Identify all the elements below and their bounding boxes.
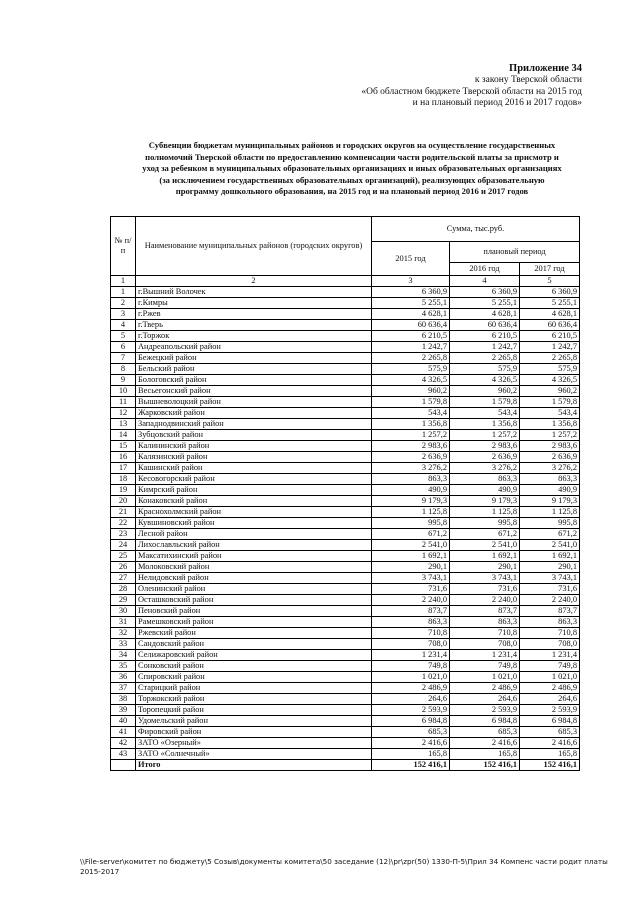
row-value-2017: 863,3 xyxy=(520,617,580,628)
row-value-2017: 543,4 xyxy=(520,408,580,419)
row-value-2017: 873,7 xyxy=(520,606,580,617)
row-name: Оленинский район xyxy=(136,584,372,595)
row-value-2016: 60 636,4 xyxy=(450,320,520,331)
row-value-2015: 1 356,8 xyxy=(372,419,450,430)
row-value-2017: 264,6 xyxy=(520,694,580,705)
row-name: Бологовский район xyxy=(136,375,372,386)
table-row xyxy=(111,386,580,397)
row-value-2016: 3 276,2 xyxy=(450,463,520,474)
row-value-2017: 2 541,0 xyxy=(520,540,580,551)
row-value-2015: 2 265,8 xyxy=(372,353,450,364)
row-name: г.Ржев xyxy=(136,309,372,320)
col-index-2: 2 xyxy=(136,276,372,287)
row-value-2015: 1 231,4 xyxy=(372,650,450,661)
row-value-2017: 1 231,4 xyxy=(520,650,580,661)
row-value-2016: 1 579,8 xyxy=(450,397,520,408)
row-number: 31 xyxy=(111,617,136,628)
row-value-2015: 2 541,0 xyxy=(372,540,450,551)
row-number: 26 xyxy=(111,562,136,573)
row-value-2016: 1 692,1 xyxy=(450,551,520,562)
row-value-2017: 1 021,0 xyxy=(520,672,580,683)
table-row xyxy=(111,749,580,760)
row-value-2016: 2 983,6 xyxy=(450,441,520,452)
row-value-2015: 1 692,1 xyxy=(372,551,450,562)
table-row xyxy=(111,375,580,386)
row-value-2015: 1 242,7 xyxy=(372,342,450,353)
row-value-2016: 2 541,0 xyxy=(450,540,520,551)
table-row xyxy=(111,562,580,573)
table-row xyxy=(111,617,580,628)
row-value-2015: 708,0 xyxy=(372,639,450,650)
table-row xyxy=(111,672,580,683)
row-number: 23 xyxy=(111,529,136,540)
row-name: Калининский район xyxy=(136,441,372,452)
row-value-2016: 2 240,0 xyxy=(450,595,520,606)
col-header-2016: 2016 год xyxy=(450,263,520,276)
row-value-2017: 2 416,6 xyxy=(520,738,580,749)
appendix-line-3: и на плановый период 2016 и 2017 годов» xyxy=(412,98,582,109)
table-row xyxy=(111,342,580,353)
table-row xyxy=(111,485,580,496)
table-body xyxy=(111,287,580,771)
row-value-2016: 6 210,5 xyxy=(450,331,520,342)
row-name: Молоковский район xyxy=(136,562,372,573)
row-name: Лихославльский район xyxy=(136,540,372,551)
row-value-2017: 1 125,8 xyxy=(520,507,580,518)
row-value-2016: 2 486,9 xyxy=(450,683,520,694)
table-row xyxy=(111,287,580,298)
row-value-2017: 290,1 xyxy=(520,562,580,573)
row-number: 33 xyxy=(111,639,136,650)
row-name: Бежецкий район xyxy=(136,353,372,364)
row-value-2016: 1 021,0 xyxy=(450,672,520,683)
row-number: 16 xyxy=(111,452,136,463)
row-value-2016: 873,7 xyxy=(450,606,520,617)
total-value-2016: 152 416,1 xyxy=(450,760,520,771)
row-name: Максатихинский район xyxy=(136,551,372,562)
row-name: г.Торжок xyxy=(136,331,372,342)
row-number: 1 xyxy=(111,287,136,298)
table-row xyxy=(111,452,580,463)
row-value-2015: 995,8 xyxy=(372,518,450,529)
table-row xyxy=(111,727,580,738)
row-value-2017: 60 636,4 xyxy=(520,320,580,331)
row-number: 22 xyxy=(111,518,136,529)
row-value-2017: 2 983,6 xyxy=(520,441,580,452)
row-value-2016: 960,2 xyxy=(450,386,520,397)
row-value-2015: 749,8 xyxy=(372,661,450,672)
col-index-3: 3 xyxy=(372,276,450,287)
row-number: 29 xyxy=(111,595,136,606)
row-name: Кашинский район xyxy=(136,463,372,474)
row-value-2017: 1 356,8 xyxy=(520,419,580,430)
row-value-2015: 863,3 xyxy=(372,617,450,628)
row-name: Зубцовский район xyxy=(136,430,372,441)
row-value-2015: 685,3 xyxy=(372,727,450,738)
row-value-2016: 6 984,8 xyxy=(450,716,520,727)
row-value-2017: 863,3 xyxy=(520,474,580,485)
row-number: 25 xyxy=(111,551,136,562)
row-value-2015: 1 257,2 xyxy=(372,430,450,441)
row-number: 12 xyxy=(111,408,136,419)
row-name: г.Вышний Волочек xyxy=(136,287,372,298)
row-name: Спировский район xyxy=(136,672,372,683)
table-row xyxy=(111,463,580,474)
row-number: 21 xyxy=(111,507,136,518)
table-row xyxy=(111,320,580,331)
row-value-2017: 960,2 xyxy=(520,386,580,397)
row-value-2015: 731,6 xyxy=(372,584,450,595)
row-number: 10 xyxy=(111,386,136,397)
row-name: Вышневолоцкий район xyxy=(136,397,372,408)
row-value-2016: 995,8 xyxy=(450,518,520,529)
row-name: Весьегонский район xyxy=(136,386,372,397)
row-name: Торопецкий район xyxy=(136,705,372,716)
table-row xyxy=(111,408,580,419)
row-name: Бельский район xyxy=(136,364,372,375)
table-row xyxy=(111,573,580,584)
row-number: 8 xyxy=(111,364,136,375)
col-header-name: Наименование муниципальных районов (городских округов) xyxy=(136,217,372,276)
row-number: 17 xyxy=(111,463,136,474)
appendix-line-2: «Об областном бюджете Тверской области на 2015 год xyxy=(361,86,582,97)
table-row xyxy=(111,584,580,595)
row-value-2015: 710,8 xyxy=(372,628,450,639)
row-number: 19 xyxy=(111,485,136,496)
row-value-2015: 863,3 xyxy=(372,474,450,485)
row-value-2016: 749,8 xyxy=(450,661,520,672)
footer-path-line-2: 2015-2017 xyxy=(80,867,120,876)
row-value-2017: 1 579,8 xyxy=(520,397,580,408)
row-name: Кувшиновский район xyxy=(136,518,372,529)
row-name: Старицкий район xyxy=(136,683,372,694)
table-row xyxy=(111,683,580,694)
row-value-2016: 2 416,6 xyxy=(450,738,520,749)
table-row xyxy=(111,694,580,705)
row-value-2015: 3 743,1 xyxy=(372,573,450,584)
subsidy-table xyxy=(110,216,580,771)
row-value-2016: 1 356,8 xyxy=(450,419,520,430)
row-value-2015: 9 179,3 xyxy=(372,496,450,507)
row-value-2017: 490,9 xyxy=(520,485,580,496)
row-number: 7 xyxy=(111,353,136,364)
document-heading xyxy=(92,140,612,198)
row-value-2015: 4 326,5 xyxy=(372,375,450,386)
row-name: г.Тверь xyxy=(136,320,372,331)
row-value-2015: 2 240,0 xyxy=(372,595,450,606)
row-name: Ржевский район xyxy=(136,628,372,639)
heading-line-4: (за исключением государственных образовательных организаций), реализующих образовательную xyxy=(159,174,545,185)
col-header-sum: Сумма, тыс.руб. xyxy=(372,217,580,242)
row-name: ЗАТО «Озерный» xyxy=(136,738,372,749)
row-value-2016: 5 255,1 xyxy=(450,298,520,309)
row-number: 32 xyxy=(111,628,136,639)
row-value-2015: 6 984,8 xyxy=(372,716,450,727)
row-number: 15 xyxy=(111,441,136,452)
row-number: 39 xyxy=(111,705,136,716)
row-value-2016: 543,4 xyxy=(450,408,520,419)
row-value-2017: 731,6 xyxy=(520,584,580,595)
row-number: 34 xyxy=(111,650,136,661)
row-number: 42 xyxy=(111,738,136,749)
row-value-2015: 490,9 xyxy=(372,485,450,496)
row-value-2016: 1 231,4 xyxy=(450,650,520,661)
row-value-2015: 6 360,9 xyxy=(372,287,450,298)
row-number: 37 xyxy=(111,683,136,694)
row-value-2017: 6 360,9 xyxy=(520,287,580,298)
row-value-2016: 165,8 xyxy=(450,749,520,760)
row-value-2015: 671,2 xyxy=(372,529,450,540)
row-value-2017: 2 265,8 xyxy=(520,353,580,364)
table-row xyxy=(111,518,580,529)
row-name: Жарковский район xyxy=(136,408,372,419)
row-value-2015: 543,4 xyxy=(372,408,450,419)
row-value-2016: 3 743,1 xyxy=(450,573,520,584)
row-value-2017: 9 179,3 xyxy=(520,496,580,507)
table-row xyxy=(111,595,580,606)
table-row xyxy=(111,628,580,639)
row-value-2015: 1 579,8 xyxy=(372,397,450,408)
col-header-2015: 2015 год xyxy=(372,242,450,276)
row-name: Сонковский район xyxy=(136,661,372,672)
row-number: 11 xyxy=(111,397,136,408)
row-value-2015: 2 636,9 xyxy=(372,452,450,463)
row-number: 14 xyxy=(111,430,136,441)
row-name: Сандовский район xyxy=(136,639,372,650)
row-name: Лесной район xyxy=(136,529,372,540)
table-row xyxy=(111,397,580,408)
row-value-2015: 6 210,5 xyxy=(372,331,450,342)
total-number-cell xyxy=(111,760,136,771)
row-name: Кимрский район xyxy=(136,485,372,496)
row-value-2017: 4 326,5 xyxy=(520,375,580,386)
table-row xyxy=(111,430,580,441)
row-value-2015: 2 983,6 xyxy=(372,441,450,452)
table-row xyxy=(111,639,580,650)
row-number: 43 xyxy=(111,749,136,760)
row-value-2015: 2 416,6 xyxy=(372,738,450,749)
table-row xyxy=(111,353,580,364)
table-row xyxy=(111,540,580,551)
table-row xyxy=(111,705,580,716)
row-name: г.Кимры xyxy=(136,298,372,309)
row-value-2015: 873,7 xyxy=(372,606,450,617)
row-name: Фировский район xyxy=(136,727,372,738)
row-value-2017: 708,0 xyxy=(520,639,580,650)
table-row xyxy=(111,419,580,430)
row-number: 6 xyxy=(111,342,136,353)
table-row xyxy=(111,474,580,485)
table-row xyxy=(111,507,580,518)
table-row xyxy=(111,364,580,375)
row-value-2016: 1 125,8 xyxy=(450,507,520,518)
row-number: 4 xyxy=(111,320,136,331)
col-header-plan: плановый период xyxy=(450,242,580,263)
table-row xyxy=(111,650,580,661)
row-value-2015: 575,9 xyxy=(372,364,450,375)
row-value-2015: 1 021,0 xyxy=(372,672,450,683)
row-number: 9 xyxy=(111,375,136,386)
table-row xyxy=(111,441,580,452)
row-value-2015: 1 125,8 xyxy=(372,507,450,518)
row-name: Пеновский район xyxy=(136,606,372,617)
row-name: Удомельский район xyxy=(136,716,372,727)
row-value-2017: 2 636,9 xyxy=(520,452,580,463)
table-row xyxy=(111,298,580,309)
row-value-2016: 685,3 xyxy=(450,727,520,738)
row-value-2016: 671,2 xyxy=(450,529,520,540)
row-value-2015: 165,8 xyxy=(372,749,450,760)
row-value-2016: 264,6 xyxy=(450,694,520,705)
row-value-2017: 5 255,1 xyxy=(520,298,580,309)
row-value-2017: 165,8 xyxy=(520,749,580,760)
row-value-2017: 6 984,8 xyxy=(520,716,580,727)
row-name: ЗАТО «Солнечный» xyxy=(136,749,372,760)
row-value-2017: 710,8 xyxy=(520,628,580,639)
footer-path-line-1: \\File-server\комитет по бюджету\5 Созыв\документы комитета\50 заседание (12)\pr\zpr(50) 1330-П-5\Прил 34 Компенс части родит платы xyxy=(80,857,608,866)
row-number: 5 xyxy=(111,331,136,342)
heading-line-5: программу дошкольного образования, на 2015 год и на плановый период 2016 и 2017 годов xyxy=(175,186,529,197)
row-value-2017: 1 257,2 xyxy=(520,430,580,441)
row-value-2017: 1 242,7 xyxy=(520,342,580,353)
total-label: Итого xyxy=(136,760,372,771)
col-index-1: 1 xyxy=(111,276,136,287)
row-value-2016: 575,9 xyxy=(450,364,520,375)
row-value-2015: 264,6 xyxy=(372,694,450,705)
row-value-2016: 2 265,8 xyxy=(450,353,520,364)
row-number: 38 xyxy=(111,694,136,705)
row-name: Андреапольский район xyxy=(136,342,372,353)
table-row xyxy=(111,529,580,540)
row-value-2015: 2 593,9 xyxy=(372,705,450,716)
row-value-2017: 685,3 xyxy=(520,727,580,738)
row-number: 2 xyxy=(111,298,136,309)
row-name: Осташковский район xyxy=(136,595,372,606)
row-number: 27 xyxy=(111,573,136,584)
table-row xyxy=(111,551,580,562)
row-value-2017: 1 692,1 xyxy=(520,551,580,562)
row-value-2016: 708,0 xyxy=(450,639,520,650)
row-value-2016: 490,9 xyxy=(450,485,520,496)
heading-line-2: полномочий Тверской области по предоставлению компенсации части родительской платы за присмотр и xyxy=(145,151,559,162)
row-value-2016: 731,6 xyxy=(450,584,520,595)
row-value-2016: 4 628,1 xyxy=(450,309,520,320)
row-number: 20 xyxy=(111,496,136,507)
row-name: Кесовогорский район xyxy=(136,474,372,485)
table-row xyxy=(111,309,580,320)
col-header-2017: 2017 год xyxy=(520,263,580,276)
row-value-2017: 2 240,0 xyxy=(520,595,580,606)
appendix-header xyxy=(282,62,582,110)
row-value-2015: 2 486,9 xyxy=(372,683,450,694)
row-value-2015: 5 255,1 xyxy=(372,298,450,309)
row-value-2016: 9 179,3 xyxy=(450,496,520,507)
row-value-2017: 3 276,2 xyxy=(520,463,580,474)
subsidy-table-wrapper xyxy=(110,216,580,771)
row-value-2017: 575,9 xyxy=(520,364,580,375)
total-value-2015: 152 416,1 xyxy=(372,760,450,771)
row-value-2016: 2 593,9 xyxy=(450,705,520,716)
table-row xyxy=(111,738,580,749)
row-name: Рамешковский район xyxy=(136,617,372,628)
total-value-2017: 152 416,1 xyxy=(520,760,580,771)
row-number: 28 xyxy=(111,584,136,595)
file-path-footer xyxy=(80,857,620,877)
row-value-2017: 2 486,9 xyxy=(520,683,580,694)
col-header-number: № п/п xyxy=(111,217,136,276)
row-number: 41 xyxy=(111,727,136,738)
col-index-4: 4 xyxy=(450,276,520,287)
row-value-2016: 1 257,2 xyxy=(450,430,520,441)
row-value-2016: 1 242,7 xyxy=(450,342,520,353)
row-number: 30 xyxy=(111,606,136,617)
row-name: Конаковский район xyxy=(136,496,372,507)
row-value-2017: 4 628,1 xyxy=(520,309,580,320)
heading-line-1: Субвенции бюджетам муниципальных районов и городских округов на осуществление государственных xyxy=(148,140,556,150)
row-number: 40 xyxy=(111,716,136,727)
row-number: 18 xyxy=(111,474,136,485)
row-number: 13 xyxy=(111,419,136,430)
row-value-2016: 4 326,5 xyxy=(450,375,520,386)
row-value-2015: 4 628,1 xyxy=(372,309,450,320)
table-row xyxy=(111,331,580,342)
row-value-2017: 671,2 xyxy=(520,529,580,540)
appendix-line-1: к закону Тверской области xyxy=(474,75,582,85)
row-name: Калязинский район xyxy=(136,452,372,463)
row-value-2015: 3 276,2 xyxy=(372,463,450,474)
row-value-2017: 995,8 xyxy=(520,518,580,529)
row-value-2015: 290,1 xyxy=(372,562,450,573)
row-number: 35 xyxy=(111,661,136,672)
row-name: Нелидовский район xyxy=(136,573,372,584)
row-number: 3 xyxy=(111,309,136,320)
table-row xyxy=(111,661,580,672)
heading-line-3: уход за ребенком в муниципальных образовательных организациях и иных образовательных организациях xyxy=(142,163,562,174)
appendix-title: Приложение 34 xyxy=(509,63,582,74)
row-value-2017: 749,8 xyxy=(520,661,580,672)
row-name: Краснохолмский район xyxy=(136,507,372,518)
row-value-2016: 2 636,9 xyxy=(450,452,520,463)
row-value-2016: 290,1 xyxy=(450,562,520,573)
row-value-2016: 863,3 xyxy=(450,474,520,485)
row-value-2017: 6 210,5 xyxy=(520,331,580,342)
row-value-2016: 6 360,9 xyxy=(450,287,520,298)
total-row xyxy=(111,760,580,771)
row-value-2017: 3 743,1 xyxy=(520,573,580,584)
row-number: 24 xyxy=(111,540,136,551)
table-row xyxy=(111,606,580,617)
table-row xyxy=(111,716,580,727)
row-value-2016: 710,8 xyxy=(450,628,520,639)
row-number: 36 xyxy=(111,672,136,683)
row-value-2017: 2 593,9 xyxy=(520,705,580,716)
row-name: Западнодвинский район xyxy=(136,419,372,430)
row-name: Торжокский район xyxy=(136,694,372,705)
row-value-2016: 863,3 xyxy=(450,617,520,628)
row-value-2015: 60 636,4 xyxy=(372,320,450,331)
row-name: Селижаровский район xyxy=(136,650,372,661)
col-index-5: 5 xyxy=(520,276,580,287)
row-value-2015: 960,2 xyxy=(372,386,450,397)
table-row xyxy=(111,496,580,507)
